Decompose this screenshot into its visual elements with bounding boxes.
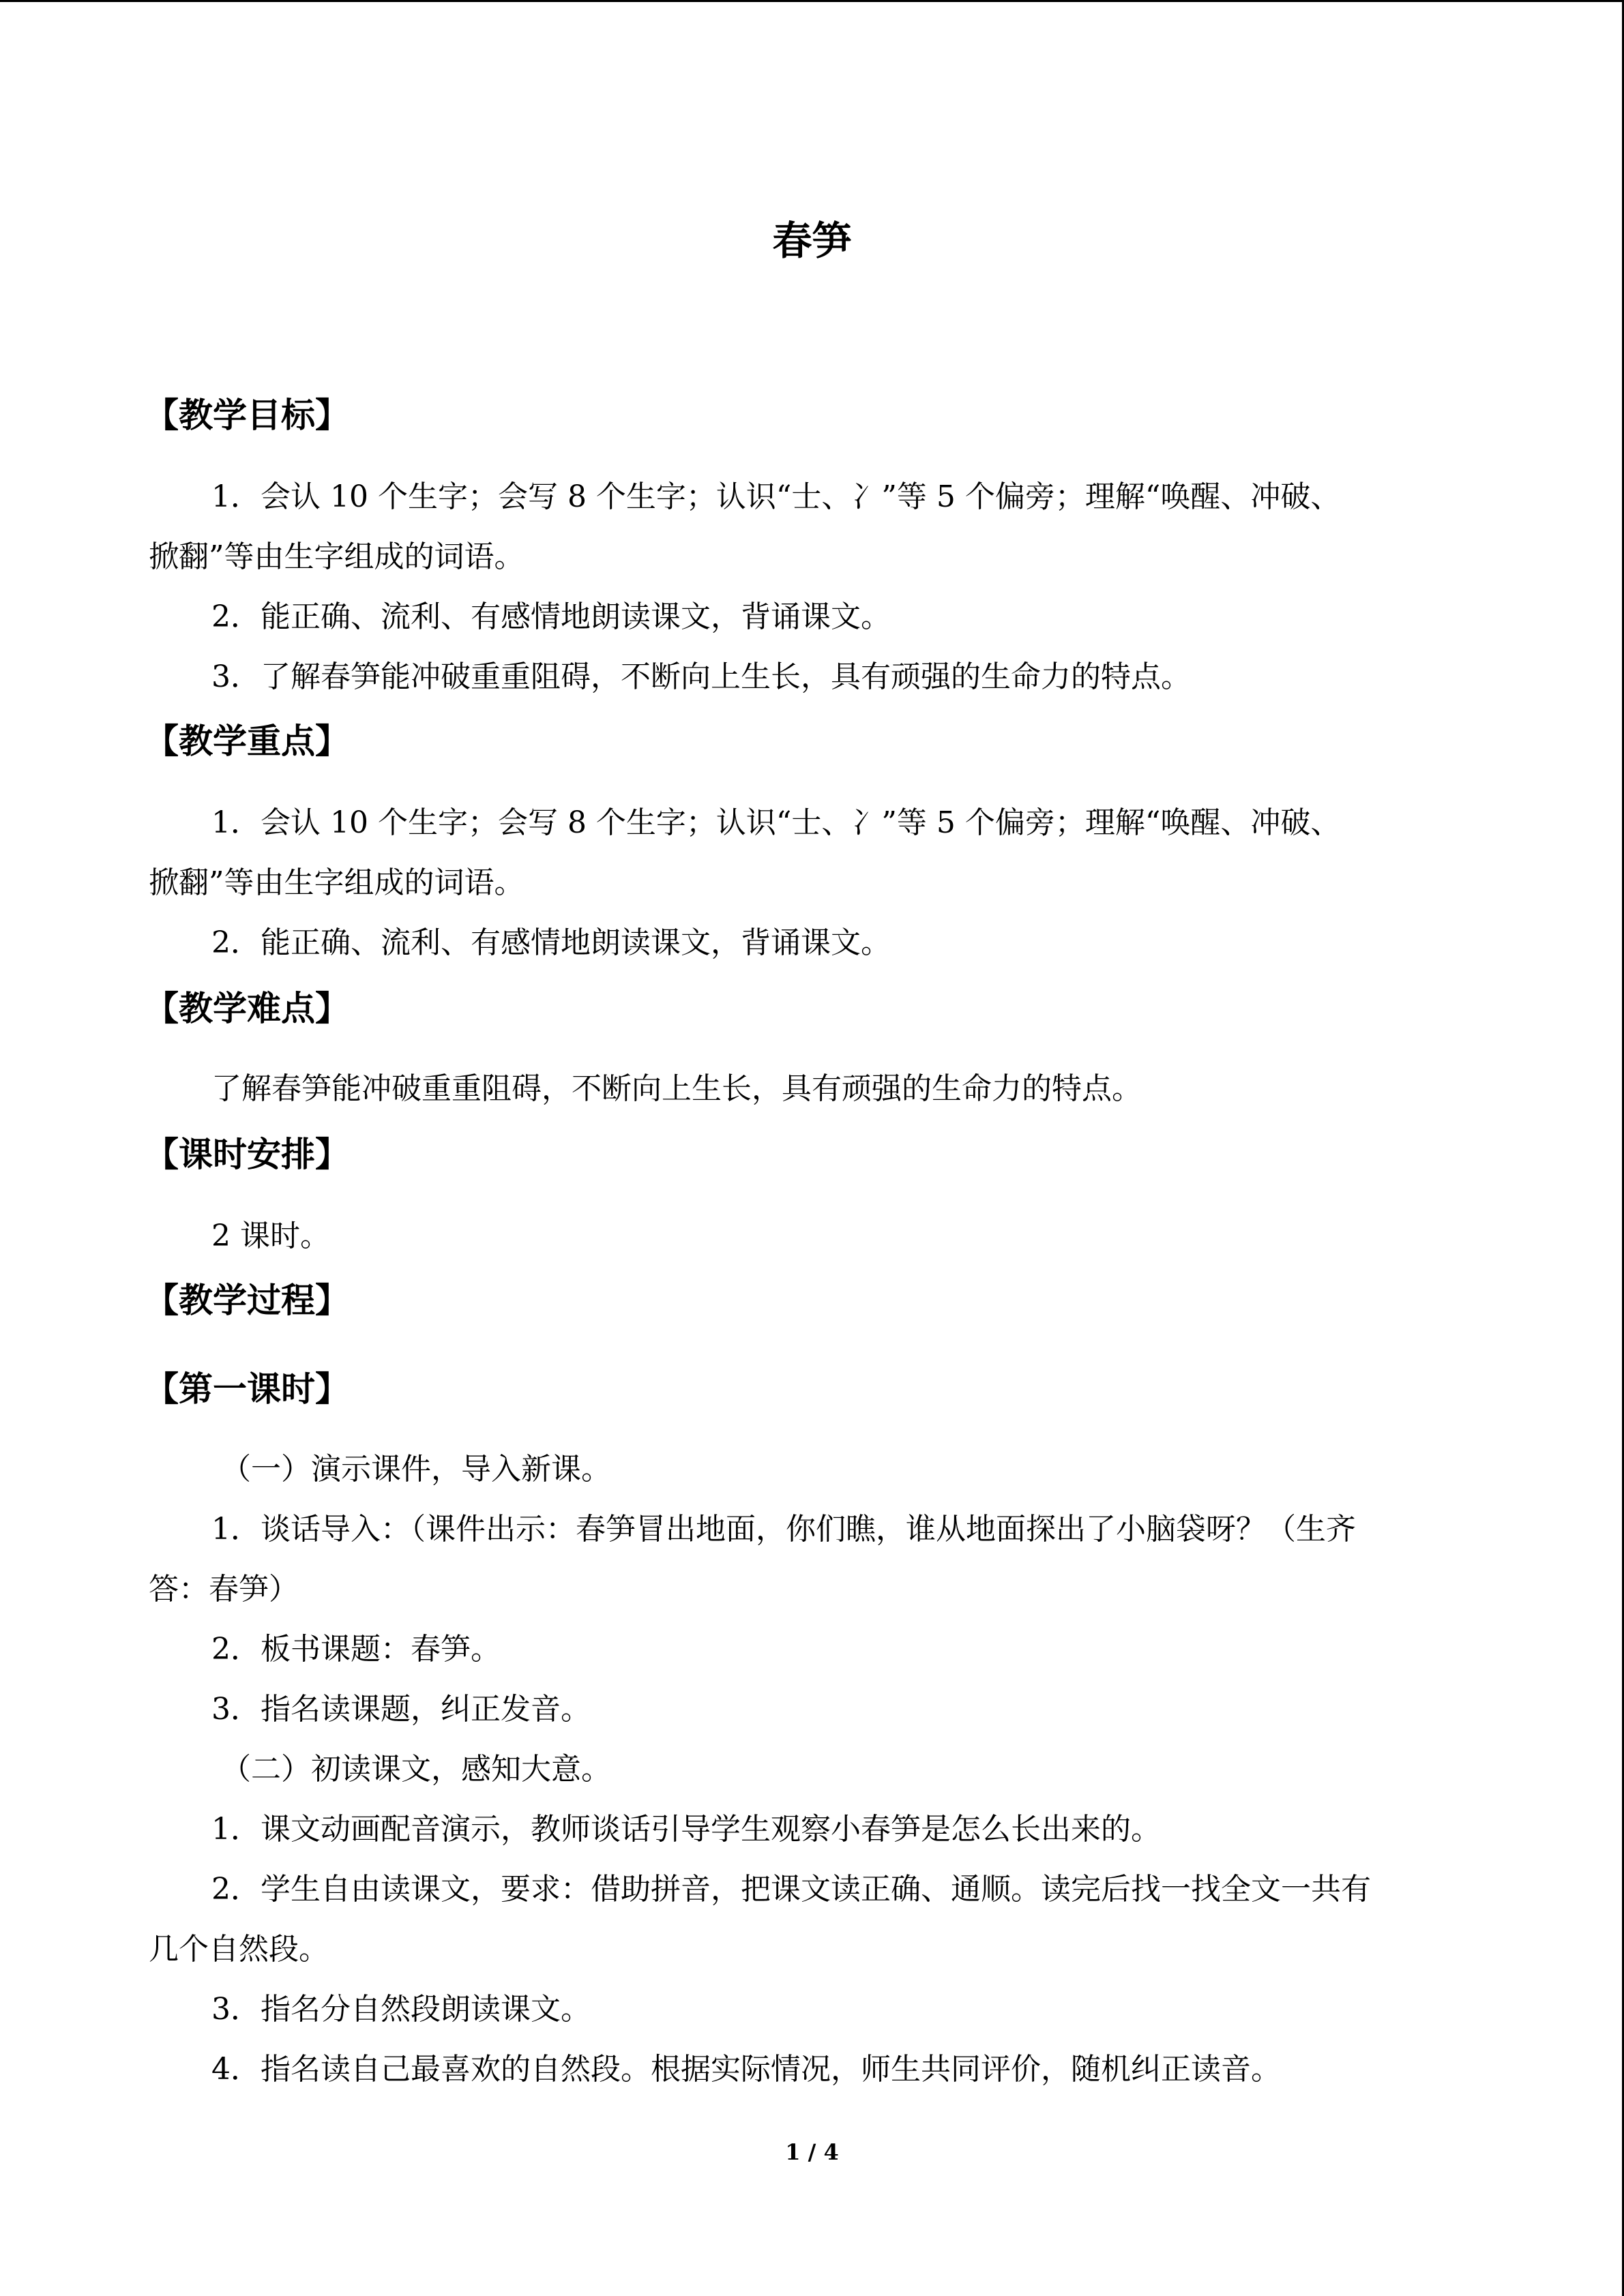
- page-title: 春笋: [772, 218, 852, 264]
- paragraph-line: 2．能正确、流利、有感情地朗读课文，背诵课文。: [211, 925, 891, 960]
- section-heading-process: 【教学过程】: [145, 1281, 349, 1320]
- paragraph-line: 3．指名分自然段朗读课文。: [211, 1992, 591, 2027]
- section-heading-lesson1: 【第一课时】: [145, 1369, 349, 1409]
- paragraph-line: 掀翻”等由生字组成的词语。: [149, 865, 525, 900]
- paragraph-line: 2．能正确、流利、有感情地朗读课文，背诵课文。: [211, 599, 891, 634]
- section-heading-focus: 【教学重点】: [145, 721, 349, 761]
- section-heading-schedule: 【课时安排】: [145, 1135, 349, 1174]
- paragraph-line: 3．了解春笋能冲破重重阻碍，不断向上生长，具有顽强的生命力的特点。: [211, 659, 1191, 694]
- paragraph-line: 1．课文动画配音演示，教师谈话引导学生观察小春笋是怎么长出来的。: [211, 1812, 1161, 1847]
- paragraph-line: 3．指名读课题，纠正发音。: [211, 1692, 591, 1727]
- paragraph-line: 答：春笋）: [149, 1572, 299, 1607]
- paragraph-line: （二）初读课文，感知大意。: [221, 1752, 611, 1787]
- paragraph-line: 2 课时。: [211, 1219, 330, 1253]
- paragraph-line: 2．学生自由读课文，要求：借助拼音，把课文读正确、通顺。读完后找一找全文一共有: [211, 1872, 1371, 1907]
- paragraph-line: （一）演示课件，导入新课。: [221, 1452, 611, 1487]
- paragraph-line: 4．指名读自己最喜欢的自然段。根据实际情况，师生共同评价，随机纠正读音。: [211, 2052, 1281, 2087]
- paragraph-line: 1．谈话导入：（课件出示：春笋冒出地面，你们瞧，谁从地面探出了小脑袋呀？（生齐: [211, 1512, 1356, 1547]
- page-number: 1 / 4: [785, 2139, 839, 2165]
- paragraph-line: 了解春笋能冲破重重阻碍，不断向上生长，具有顽强的生命力的特点。: [211, 1071, 1142, 1106]
- paragraph-line: 1．会认 10 个生字；会写 8 个生字；认识“士、冫”等 5 个偏旁；理解“唤醒、冲破、: [211, 479, 1341, 514]
- section-heading-objectives: 【教学目标】: [145, 396, 349, 435]
- paragraph-line: 几个自然段。: [149, 1932, 329, 1967]
- paragraph-line: 2．板书课题：春笋。: [211, 1632, 501, 1667]
- paragraph-line: 1．会认 10 个生字；会写 8 个生字；认识“士、冫”等 5 个偏旁；理解“唤醒、冲破、: [211, 805, 1341, 840]
- paragraph-line: 掀翻”等由生字组成的词语。: [149, 539, 525, 574]
- section-heading-difficulty: 【教学难点】: [145, 989, 349, 1028]
